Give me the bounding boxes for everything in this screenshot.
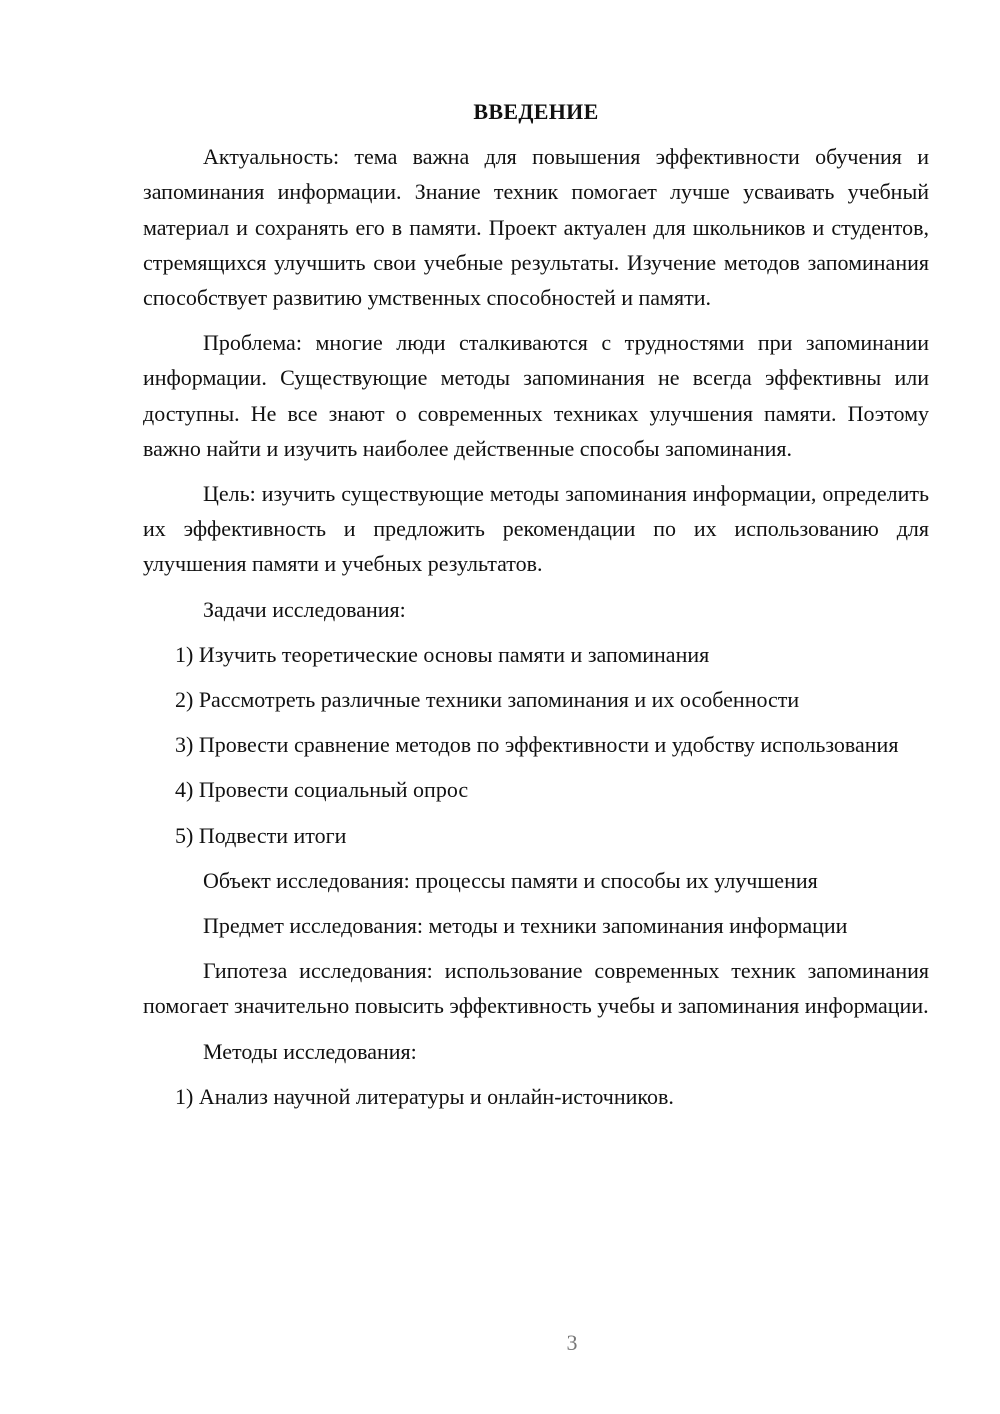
tasks-heading: Задачи исследования: — [203, 596, 406, 622]
methods-heading: Методы исследования: — [203, 1038, 417, 1064]
method-item-1: 1) Анализ научной литературы и онлайн-источников. — [175, 1083, 674, 1109]
task-item-2: 2) Рассмотреть различные техники запоминания и их особенности — [175, 687, 800, 713]
task-item-3: 3) Провести сравнение методов по эффективности и удобству использования — [175, 732, 899, 758]
goal-paragraph: Цель: изучить существующие методы запоминания информации, определить их эффективность и предложить рекомендации по их использованию для улучшения памяти и учебных результатов. — [143, 481, 929, 577]
page-title: ВВЕДЕНИЕ — [473, 99, 599, 124]
hypothesis-paragraph: Гипотеза исследования: использование современных техник запоминания помогает значительно повысить эффективность учебы и запоминания информации. — [143, 958, 929, 1019]
task-item-5: 5) Подвести итоги — [175, 822, 347, 848]
relevance-paragraph: Актуальность: тема важна для повышения эффективности обучения и запоминания информации. Знание техник помогает лучше усваивать учебный материал и сохранять его в памяти. Проект актуален для школьников и студентов, стремящихся улучшить свои учебные результаты. Изучение методов запоминания способствует развитию умственных способностей и памяти. — [143, 144, 929, 311]
task-item-4: 4) Провести социальный опрос — [175, 777, 469, 803]
page-content — [143, 94, 929, 1114]
object-paragraph: Объект исследования: процессы памяти и способы их улучшения — [203, 867, 818, 893]
problem-paragraph: Проблема: многие люди сталкиваются с трудностями при запоминании информации. Существующие методы запоминания не всегда эффективны или доступны. Не все знают о современных техниках улучшения памяти. Поэтому важно найти и изучить наиболее действенные способы запоминания. — [143, 330, 929, 461]
task-item-1: 1) Изучить теоретические основы памяти и запоминания — [175, 641, 710, 667]
subject-paragraph: Предмет исследования: методы и техники запоминания информации — [203, 913, 848, 939]
page-number: 3 — [566, 1330, 578, 1355]
